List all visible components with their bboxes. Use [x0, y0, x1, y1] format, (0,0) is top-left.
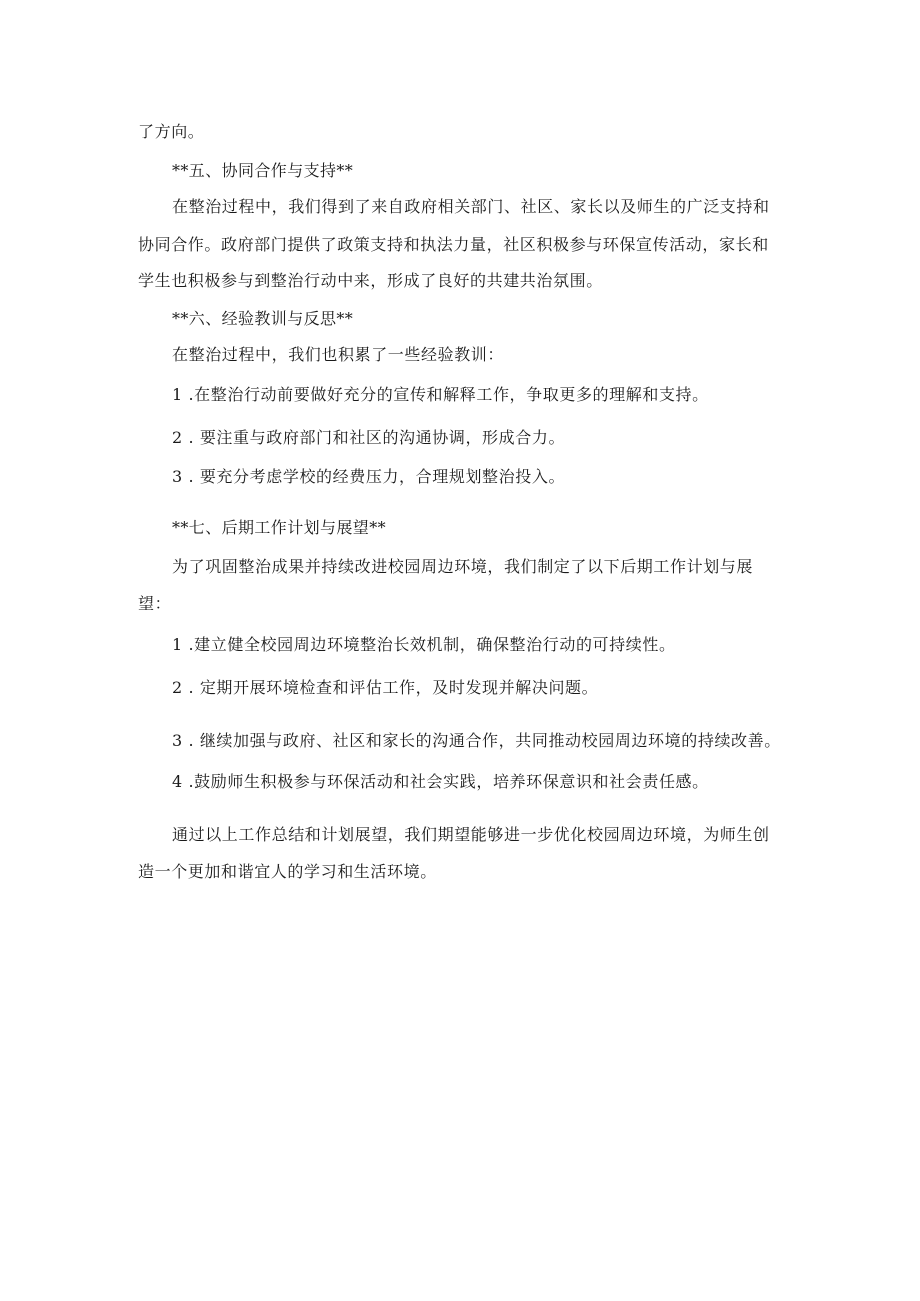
section-seven-item-1: 1 .建立健全校园周边环境整治长效机制，确保整治行动的可持续性。 [172, 635, 676, 654]
closing-line-2: 造一个更加和谐宜人的学习和生活环境。 [138, 862, 437, 881]
section-six-item-2: 2 . 要注重与政府部门和社区的沟通协调，形成合力。 [172, 428, 566, 447]
section-seven-heading: **七、后期工作计划与展望** [172, 518, 387, 537]
section-six-item-1: 1 .在整治行动前要做好充分的宣传和解释工作，争取更多的理解和支持。 [172, 385, 709, 404]
section-seven-item-4: 4 .鼓励师生积极参与环保活动和社会实践，培养环保意识和社会责任感。 [172, 772, 709, 791]
section-five-paragraph-line-3: 学生也积极参与到整治行动中来，形成了良好的共建共治氛围。 [138, 271, 603, 290]
section-six-item-3: 3 . 要充分考虑学校的经费压力，合理规划整治投入。 [172, 467, 566, 486]
section-six-intro: 在整治过程中，我们也积累了一些经验教训： [172, 345, 505, 364]
section-seven-intro-line-2: 望： [138, 594, 172, 613]
section-seven-intro-line-1: 为了巩固整治成果并持续改进校园周边环境，我们制定了以下后期工作计划与展 [172, 557, 754, 576]
closing-line-1: 通过以上工作总结和计划展望，我们期望能够进一步优化校园周边环境，为师生创 [172, 825, 770, 844]
section-five-paragraph-line-2: 协同合作。政府部门提供了政策支持和执法力量，社区积极参与环保宣传活动，家长和 [138, 235, 769, 254]
section-five-paragraph-line-1: 在整治过程中，我们得到了来自政府相关部门、社区、家长以及师生的广泛支持和 [172, 197, 770, 216]
section-six-heading: **六、经验教训与反思** [172, 309, 354, 328]
section-seven-item-2: 2 . 定期开展环境检查和评估工作，及时发现并解决问题。 [172, 678, 599, 697]
section-five-heading: **五、协同合作与支持** [172, 161, 354, 180]
continuation-text: 了方向。 [138, 122, 205, 141]
section-seven-item-3: 3 . 继续加强与政府、社区和家长的沟通合作，共同推动校园周边环境的持续改善。 [172, 731, 781, 750]
